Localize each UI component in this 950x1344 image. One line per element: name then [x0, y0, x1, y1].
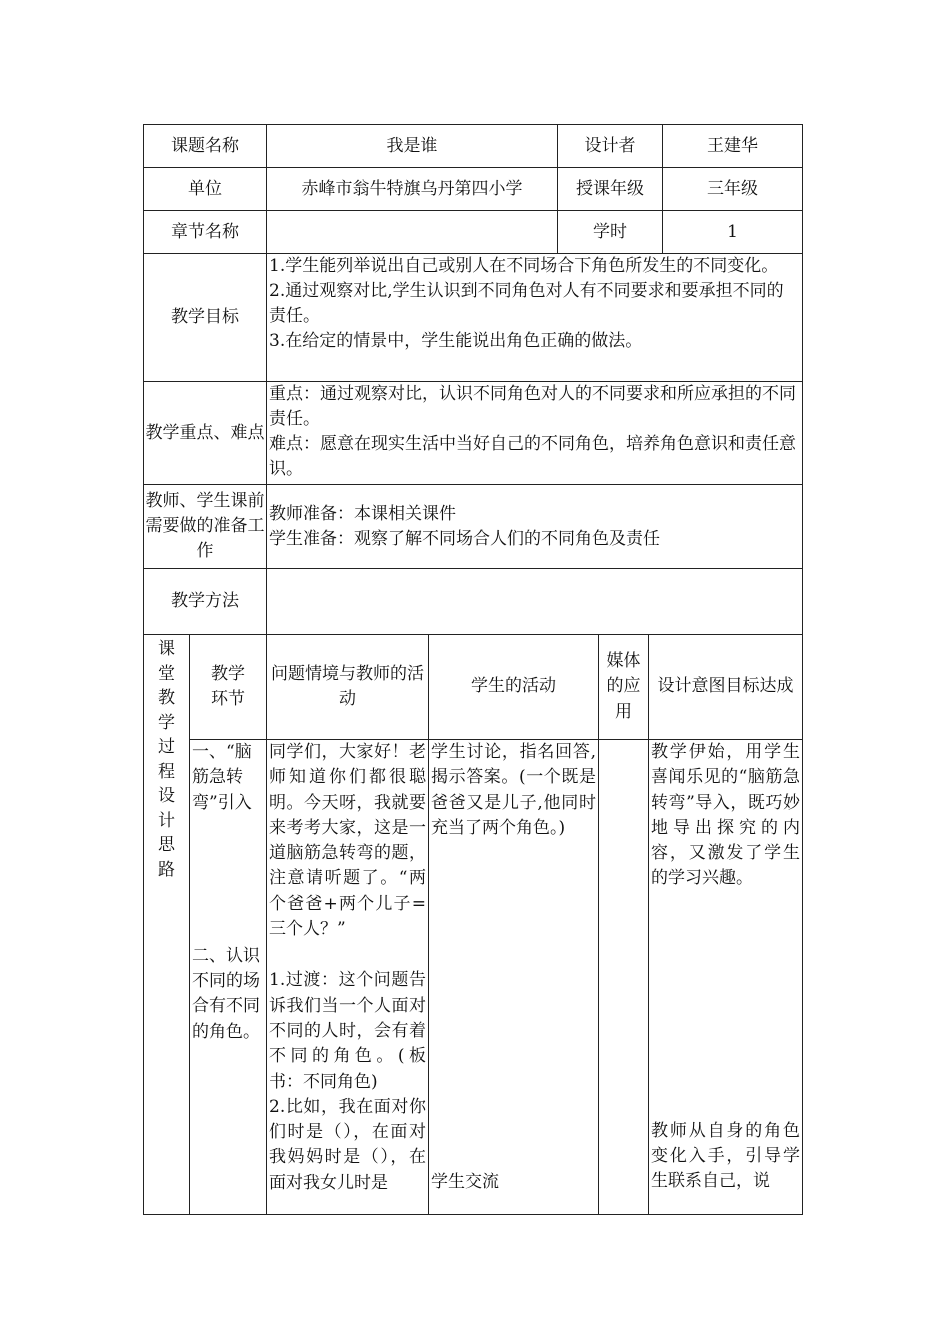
lesson-plan-table: [143, 124, 803, 635]
process-header-row: [144, 635, 803, 740]
row-course: [144, 125, 803, 168]
designer: 王建华: [663, 125, 803, 168]
student-activity-cell: [429, 740, 599, 1215]
grade: 三年级: [663, 168, 803, 211]
method-label: 教学方法: [144, 569, 267, 635]
prep-content: [267, 485, 803, 569]
hours: 1: [663, 211, 803, 254]
chapter: [267, 211, 558, 254]
row-focus: [144, 382, 803, 485]
header-intent: 设计意图目标达成: [649, 635, 803, 740]
process-body-row: [144, 740, 803, 1215]
row-goals: [144, 254, 803, 382]
stage-1: 一、“脑筋急转弯”引入: [192, 742, 252, 813]
unit-label: 单位: [144, 168, 267, 211]
teacher-activity-cell: [267, 740, 429, 1215]
row-method: [144, 569, 803, 635]
intent-1: 教学伊始，用学生喜闻乐见的“脑筋急转弯”导入，既巧妙地导出探究的内容，又激发了学生的学习兴趣。: [651, 742, 800, 889]
goal-1: 1.学生能列举说出自己或别人在不同场合下角色所发生的不同变化。: [269, 256, 779, 276]
header-student: 学生的活动: [429, 635, 599, 740]
intent-2: 教师从自身的角色变化入手，引导学生联系自己，说: [651, 1120, 800, 1192]
goals-label: 教学目标: [144, 254, 267, 382]
focus-label: 教学重点、难点: [144, 382, 267, 485]
stage-2: 二、认识不同的场合有不同的角色。: [192, 945, 260, 1042]
process-side-label: 课 堂 教 学 过 程 设 计 思 路: [144, 635, 190, 1215]
focus-content: [267, 382, 803, 485]
prep-label: 教师、学生课前需要做的准备工作: [144, 485, 267, 569]
teacher-activity-1: 同学们，大家好！老师知道你们都很聪明。今天呀，我就要来考考大家，这是一道脑筋急转弯的题，注意请听题了。“两个爸爸+两个儿子=三个人？”: [269, 742, 426, 940]
row-chapter: [144, 211, 803, 254]
header-stage: 教学环节: [190, 635, 267, 740]
chapter-label: 章节名称: [144, 211, 267, 254]
teacher-prep: 教师准备：本课相关课件: [269, 503, 456, 524]
student-activity-1: 学生讨论，指名回答,揭示答案。(一个既是爸爸又是儿子,他同时充当了两个角色。): [431, 742, 596, 838]
teacher-activity-2: 1.过渡：这个问题告诉我们当一个人面对不同的人时，会有着不同的角色。(板书：不同角色): [269, 970, 426, 1092]
header-teacher: 问题情境与教师的活动: [267, 635, 429, 740]
unit: 赤峰市翁牛特旗乌丹第四小学: [267, 168, 558, 211]
key-point: 重点：通过观察对比，认识不同角色对人的不同要求和所应承担的不同责任。: [269, 384, 796, 429]
student-prep: 学生准备：观察了解不同场合人们的不同角色及责任: [269, 528, 660, 549]
row-prep: [144, 485, 803, 569]
designer-label: 设计者: [558, 125, 663, 168]
hours-label: 学时: [558, 211, 663, 254]
student-activity-2: 学生交流: [431, 1172, 499, 1193]
row-unit: [144, 168, 803, 211]
goals-content: [267, 254, 803, 382]
intent-cell: [649, 740, 803, 1215]
process-table: [143, 634, 803, 1215]
media-cell: [599, 740, 649, 1215]
goal-2: 2.通过观察对比,学生认识到不同角色对人有不同要求和要承担不同的责任。: [269, 281, 784, 326]
stage-cell: [190, 740, 267, 1215]
goal-3: 3.在给定的情景中，学生能说出角色正确的做法。: [269, 331, 643, 351]
method-value: [267, 569, 803, 635]
course-name-label: 课题名称: [144, 125, 267, 168]
course-name: 我是谁: [267, 125, 558, 168]
grade-label: 授课年级: [558, 168, 663, 211]
difficult-point: 难点：愿意在现实生活中当好自己的不同角色，培养角色意识和责任意识。: [269, 434, 796, 479]
header-media: 媒体的应用: [599, 635, 649, 740]
teacher-activity-3: 2.比如，我在面对你们时是（），在面对我妈妈时是（），在面对我女儿时是: [269, 1096, 426, 1193]
